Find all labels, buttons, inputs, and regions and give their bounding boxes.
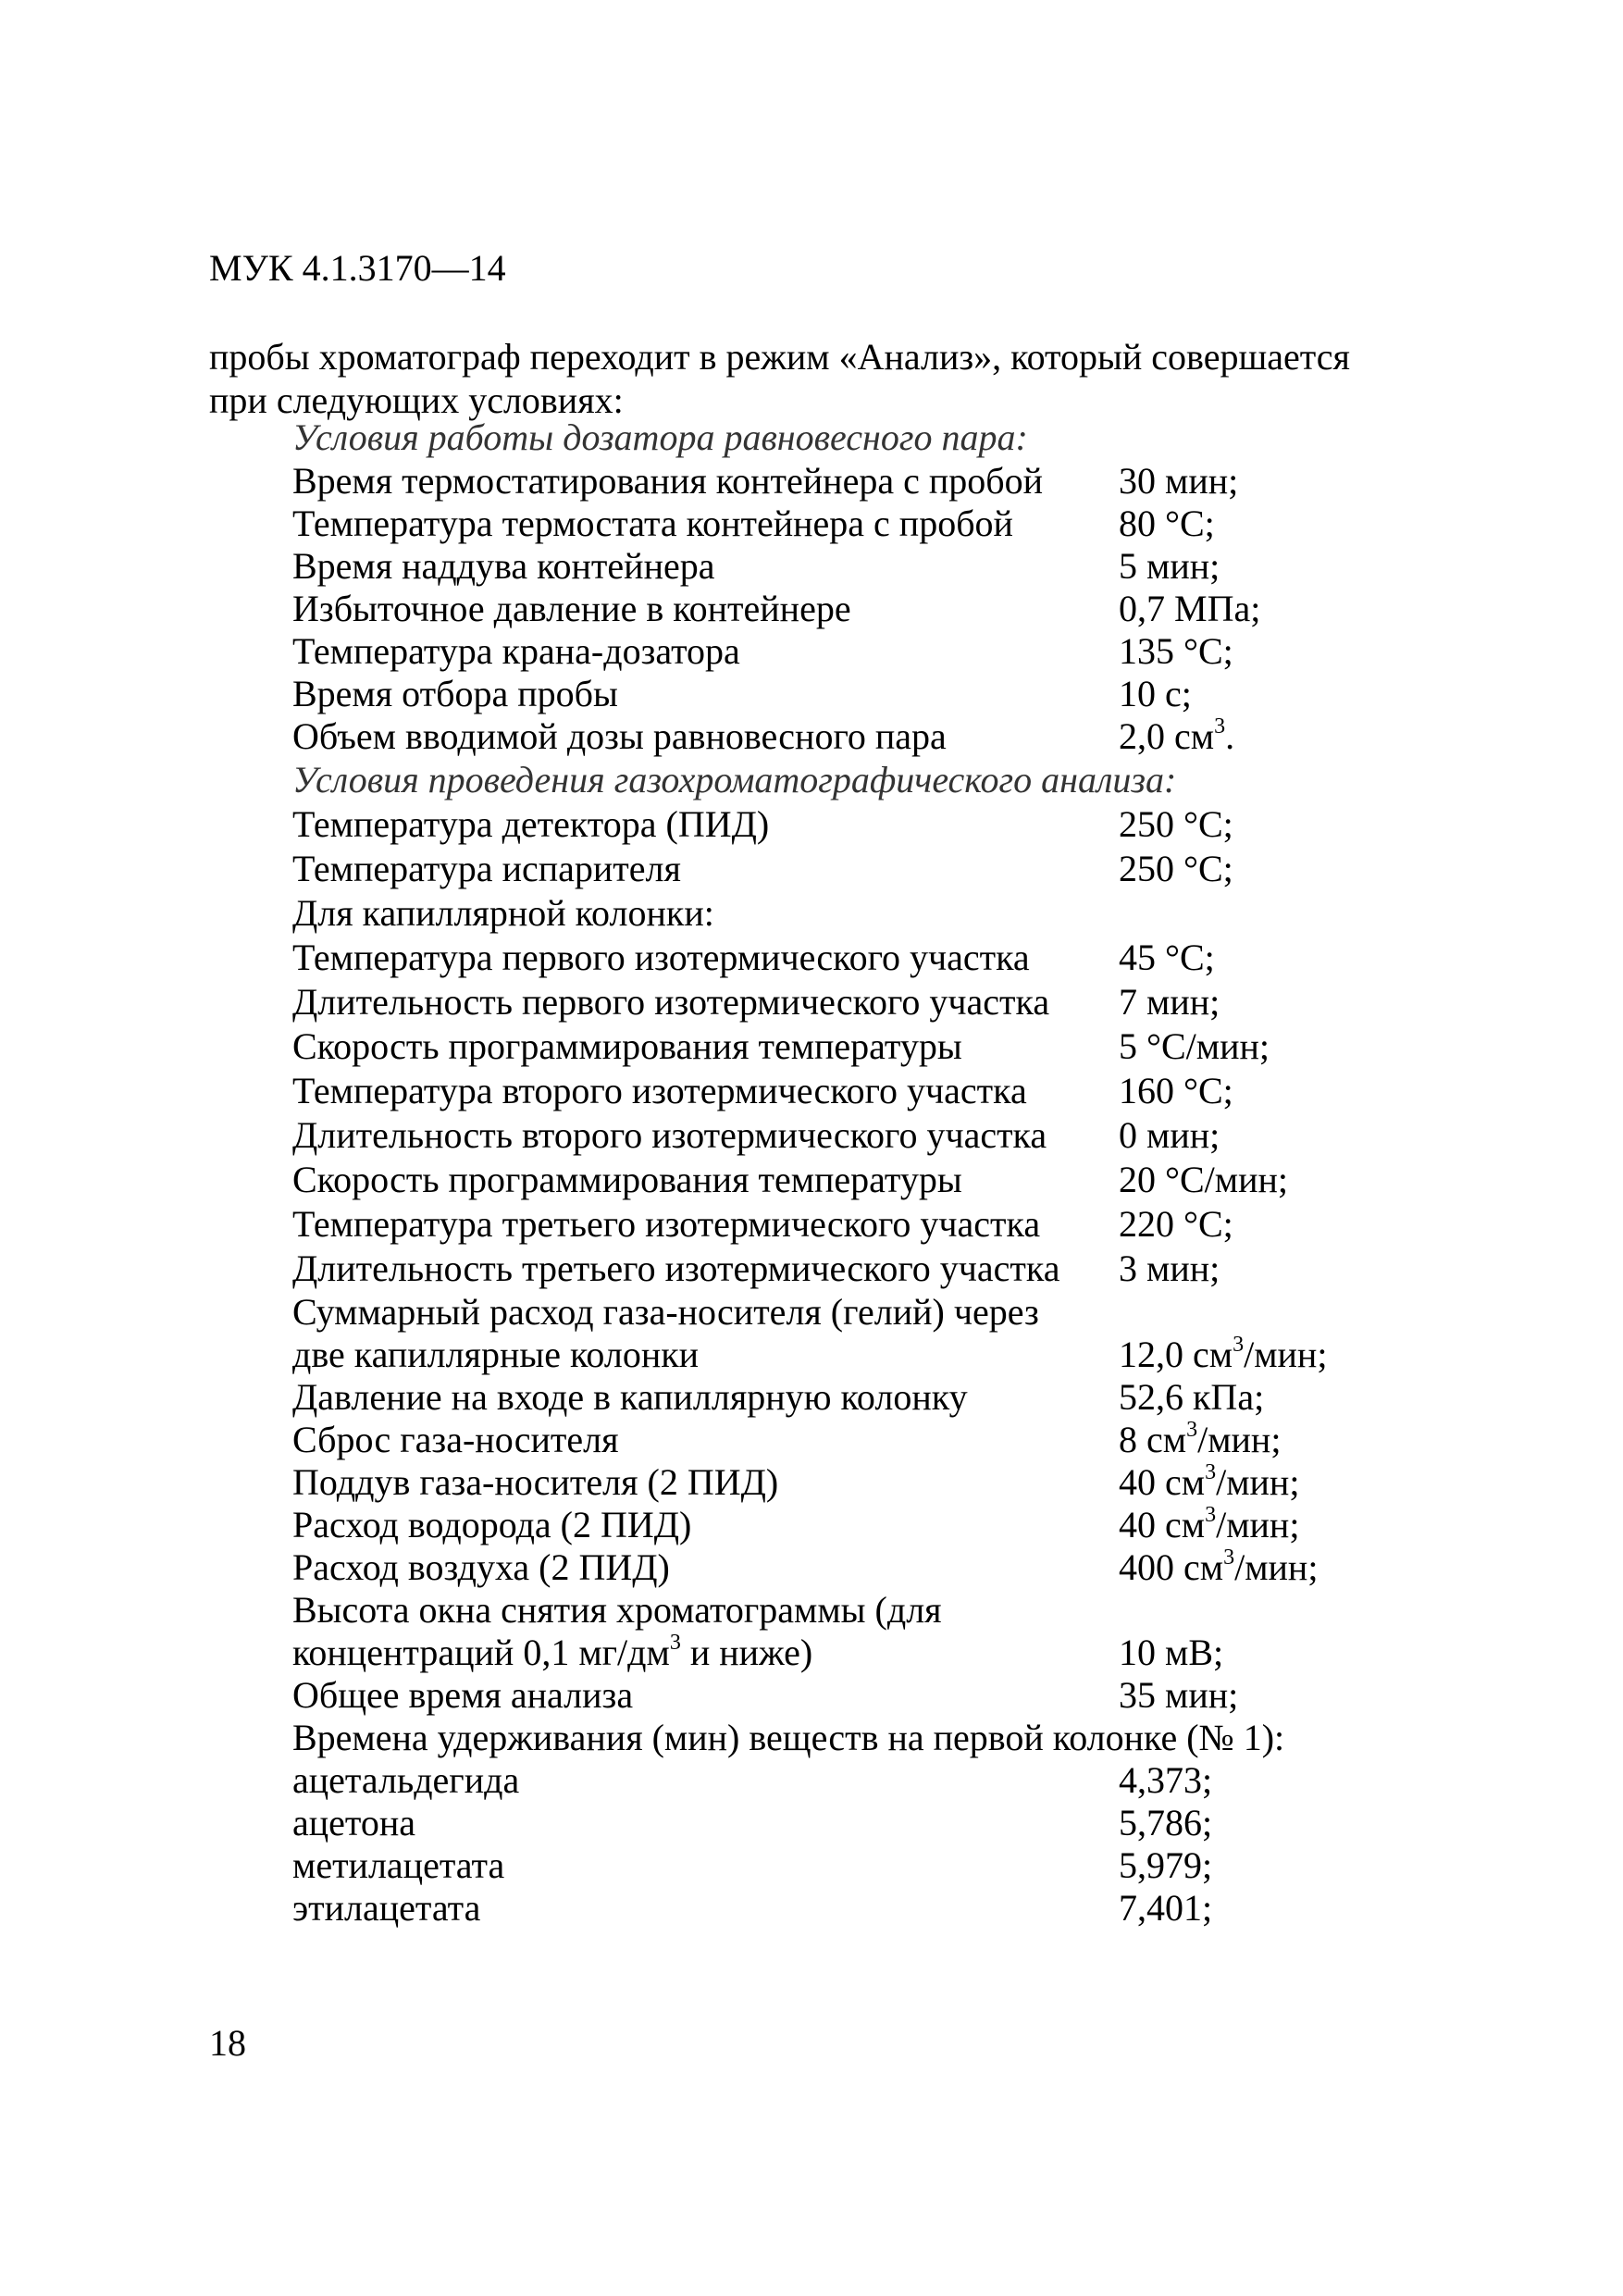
param-row — [292, 847, 1495, 891]
dosing-heading-row — [292, 416, 1495, 460]
param-row — [292, 1376, 1495, 1419]
capillary-heading-row — [292, 891, 1495, 936]
retention-row — [292, 1887, 1495, 1930]
param-label: Расход воздуха (2 ПИД) — [292, 1546, 670, 1588]
param-value: 10 с; — [1119, 673, 1192, 714]
param-row — [292, 715, 1495, 758]
param-row — [292, 588, 1495, 630]
compound-name: этилацетата — [292, 1887, 481, 1929]
gc-heading: Условия проведения газохроматографического анализа: — [292, 759, 1177, 800]
param-label: Длительность второго изотермического участка — [292, 1114, 1047, 1156]
retention-row — [292, 1844, 1495, 1887]
param-label: Длительность первого изотермического участка — [292, 981, 1050, 1023]
compound-name: метилацетата — [292, 1844, 505, 1886]
intro-line-2: при следующих условиях: — [209, 379, 624, 421]
param-value: 160 °С; — [1119, 1070, 1233, 1111]
carrier-flow-label-row — [292, 1291, 1495, 1334]
param-label: Температура крана-дозатора — [292, 630, 740, 672]
window-label-row — [292, 1589, 1495, 1632]
param-label: Общее время анализа — [292, 1674, 634, 1716]
param-value: 135 °С; — [1119, 630, 1233, 672]
param-row — [292, 673, 1495, 715]
param-label: концентраций 0,1 $мг/дм^3$ и ниже) — [292, 1631, 813, 1673]
dosing-heading: Условия работы дозатора равновесного пара: — [292, 416, 1028, 458]
gc-heading-row — [292, 758, 1495, 802]
param-row — [292, 1334, 1495, 1376]
param-value: 3 мин; — [1119, 1247, 1220, 1289]
param-value: 30 мин; — [1119, 460, 1239, 502]
compound-name: ацетальдегида — [292, 1759, 520, 1801]
page-number: 18 — [209, 2022, 246, 2064]
param-label: Время наддува контейнера — [292, 545, 715, 587]
retention-heading-row — [292, 1717, 1495, 1759]
param-value: 20 °С/мин; — [1119, 1159, 1289, 1200]
parameters-list — [292, 416, 1495, 1930]
compound-name: ацетона — [292, 1802, 416, 1843]
intro-line-1: пробы хроматограф переходит в режим «Анализ», который совершается — [209, 336, 1350, 378]
intro-paragraph — [209, 335, 1468, 422]
param-value: 220 °С; — [1119, 1203, 1233, 1245]
param-row — [292, 980, 1495, 1024]
param-label: Объем вводимой дозы равновесного пара — [292, 715, 947, 757]
param-row — [292, 1158, 1495, 1202]
param-row — [292, 1674, 1495, 1717]
param-label: Суммарный расход газа-носителя (гелий) через — [292, 1291, 1039, 1333]
param-value: 12,0 $см^3$/мин; — [1119, 1333, 1328, 1375]
param-label: Давление на входе в капиллярную колонку — [292, 1376, 968, 1418]
param-value: 45 °С; — [1119, 937, 1215, 978]
param-label: Длительность третьего изотермического участка — [292, 1247, 1060, 1289]
param-label: две капиллярные колонки — [292, 1334, 700, 1375]
param-label: Время отбора пробы — [292, 673, 618, 714]
param-value: 0,7 МПа; — [1119, 588, 1261, 629]
retention-time: 5,786; — [1119, 1802, 1213, 1843]
param-value: 250 °С; — [1119, 848, 1233, 889]
param-label: Расход водорода (2 ПИД) — [292, 1504, 692, 1545]
param-label: Температура детектора (ПИД) — [292, 803, 770, 845]
param-value: 8 $см^3$/мин; — [1119, 1418, 1282, 1460]
param-label: Температура третьего изотермического участка — [292, 1203, 1041, 1245]
param-value: 40 $см^3$/мин; — [1119, 1460, 1300, 1503]
param-label: Температура испарителя — [292, 848, 681, 889]
param-row — [292, 1247, 1495, 1291]
document-code: МУК 4.1.3170—14 — [209, 247, 506, 289]
param-value: 40 $см^3$/мин; — [1119, 1503, 1300, 1545]
param-value: 52,6 кПа; — [1119, 1376, 1265, 1418]
param-value: 0 мин; — [1119, 1114, 1220, 1156]
param-row — [292, 1069, 1495, 1113]
param-label: Время термостатирования контейнера с пробой — [292, 460, 1044, 502]
retention-time: 4,373; — [1119, 1759, 1213, 1801]
param-label: Высота окна снятия хроматограммы (для — [292, 1589, 942, 1631]
param-label: Температура второго изотермического участка — [292, 1070, 1027, 1111]
param-row — [292, 545, 1495, 588]
param-row — [292, 936, 1495, 980]
param-value: 35 мин; — [1119, 1674, 1239, 1716]
param-row — [292, 1461, 1495, 1504]
retention-row — [292, 1802, 1495, 1844]
param-row — [292, 1113, 1495, 1158]
param-value: 250 °С; — [1119, 803, 1233, 845]
param-label: Сброс газа-носителя — [292, 1419, 619, 1460]
retention-row — [292, 1759, 1495, 1802]
param-row — [292, 1202, 1495, 1247]
param-row — [292, 802, 1495, 847]
param-label: Избыточное давление в контейнере — [292, 588, 851, 629]
param-label: Поддув газа-носителя (2 ПИД) — [292, 1461, 779, 1503]
param-row — [292, 1024, 1495, 1069]
param-value: 5 мин; — [1119, 545, 1220, 587]
param-label: Температура термостата контейнера с пробой — [292, 503, 1013, 544]
param-row — [292, 630, 1495, 673]
retention-heading: Времена удерживания (мин) веществ на первой колонке (№ 1): — [292, 1717, 1285, 1758]
param-row — [292, 1546, 1495, 1589]
param-row — [292, 1419, 1495, 1461]
param-value: 5 °С/мин; — [1119, 1025, 1270, 1067]
param-row — [292, 1504, 1495, 1546]
param-label: Температура первого изотермического участка — [292, 937, 1030, 978]
param-label: Скорость программирования температуры — [292, 1159, 962, 1200]
param-value: 400 $см^3$/мин; — [1119, 1545, 1319, 1588]
param-value: 2,0 $см^3$. — [1119, 714, 1235, 757]
param-label: Скорость программирования температуры — [292, 1025, 962, 1067]
retention-time: 5,979; — [1119, 1844, 1213, 1886]
param-row — [292, 1632, 1495, 1674]
param-value: 10 мВ; — [1119, 1632, 1224, 1673]
param-value: 80 °С; — [1119, 503, 1215, 544]
capillary-heading: Для капиллярной колонки: — [292, 892, 714, 934]
retention-time: 7,401; — [1119, 1887, 1213, 1929]
param-row — [292, 503, 1495, 545]
param-row — [292, 460, 1495, 503]
param-value: 7 мин; — [1119, 981, 1220, 1023]
